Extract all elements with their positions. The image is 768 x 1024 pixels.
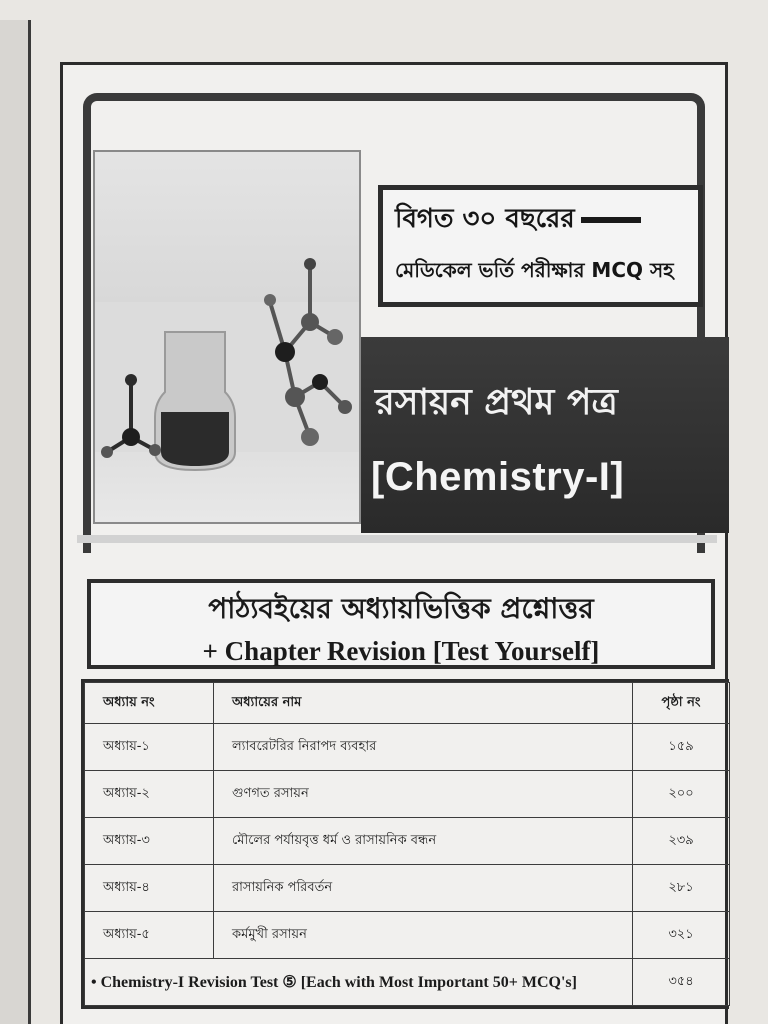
table-row [85, 865, 730, 912]
lab-glassware-photo [93, 150, 361, 524]
revision-test-row [85, 959, 730, 1006]
header-chapter-no: অধ্যায় নং [85, 683, 214, 724]
chapter-number: অধ্যায়-৪ [85, 865, 214, 912]
table-row [85, 818, 730, 865]
table-row [85, 771, 730, 818]
molecule-model-illustration [95, 152, 359, 522]
table-row [85, 912, 730, 959]
section-title-english: + Chapter Revision [Test Yourself] [202, 636, 600, 666]
revision-test-text: • Chemistry-I Revision Test ⑤ [Each with Most Important 50+ MCQ's] [85, 959, 633, 1006]
book-title-english: [Chemistry-I] [371, 455, 625, 499]
chapter-name: ল্যাবরেটরির নিরাপদ ব্যবহার [214, 724, 633, 771]
tagline-dash [581, 217, 641, 223]
chapter-number: অধ্যায়-২ [85, 771, 214, 818]
previous-page-edge [0, 20, 31, 1024]
book-page [60, 62, 728, 1024]
header-page-no: পৃষ্ঠা নং [633, 683, 730, 724]
page-number: ১৫৯ [633, 724, 730, 771]
chapter-name: কর্মমুখী রসায়ন [214, 912, 633, 959]
chapter-name: গুণগত রসায়ন [214, 771, 633, 818]
chapter-number: অধ্যায়-১ [85, 724, 214, 771]
divider-band [77, 535, 717, 543]
title-band [361, 337, 729, 533]
contents-table-grid [84, 682, 730, 1006]
page-number: ২০০ [633, 771, 730, 818]
chapter-name: মৌলের পর্যায়বৃত্ত ধর্ম ও রাসায়নিক বন্ধন [214, 818, 633, 865]
chapter-number: অধ্যায়-৩ [85, 818, 214, 865]
page-number: ২৮১ [633, 865, 730, 912]
book-title-bengali: রসায়ন প্রথম পত্র [375, 382, 618, 423]
tagline-line-2: মেডিকেল ভর্তি পরীক্ষার MCQ সহ [395, 258, 674, 282]
tagline-box [378, 185, 703, 307]
chapter-name: রাসায়নিক পরিবর্তন [214, 865, 633, 912]
page-number: ২৩৯ [633, 818, 730, 865]
header-chapter-name: অধ্যায়ের নাম [214, 683, 633, 724]
contents-table [81, 679, 729, 1009]
section-title-bengali: পাঠ্যবইয়ের অধ্যায়ভিত্তিক প্রশ্নোত্তর [208, 592, 594, 625]
table-header-row [85, 683, 730, 724]
tagline-line-1-text: বিগত ৩০ বছরের [395, 204, 575, 234]
tagline-line-1 [395, 198, 686, 242]
page-number: ৩২১ [633, 912, 730, 959]
section-heading-box [87, 579, 715, 669]
chapter-number: অধ্যায়-৫ [85, 912, 214, 959]
table-row [85, 724, 730, 771]
revision-test-page: ৩৫৪ [633, 959, 730, 1006]
